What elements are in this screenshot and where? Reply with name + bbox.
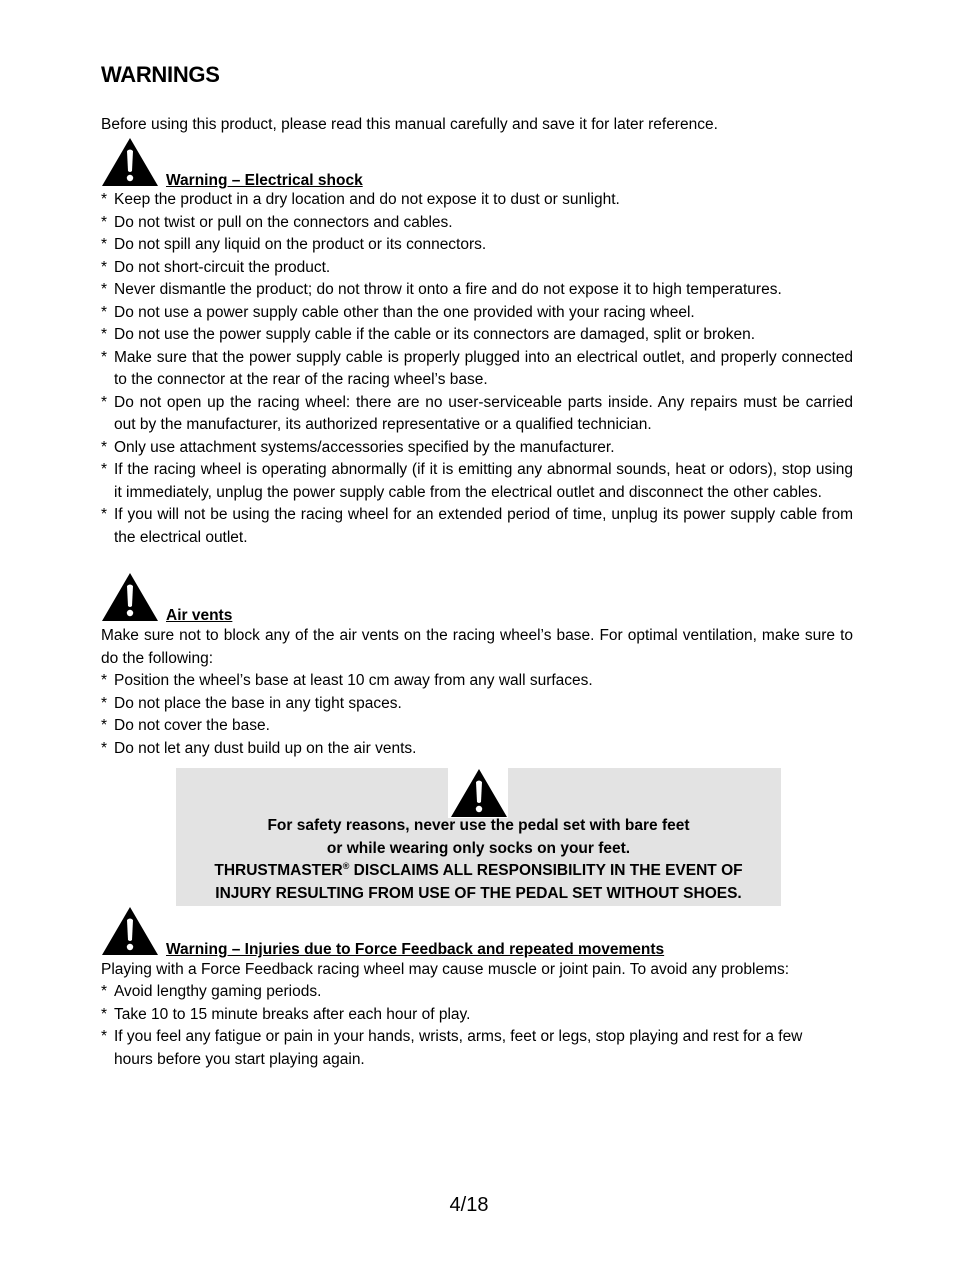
electrical-shock-heading — [101, 137, 861, 187]
force-feedback-intro: Playing with a Force Feedback racing wheel may cause muscle or joint pain. To avoid any problems: — [101, 961, 790, 978]
list-item: * Never dismantle the product; do not throw it onto a fire and do not expose it to high temperatures. — [101, 281, 782, 298]
registered-mark: ® — [342, 861, 350, 871]
list-item: * Position the wheel’s base at least 10 cm away from any wall surfaces. — [101, 672, 593, 689]
warning-triangle-icon — [101, 137, 159, 187]
list-item: * Do not short-circuit the product. — [101, 258, 331, 276]
air-vents-title: Air vents — [166, 607, 233, 624]
warning-triangle-icon — [101, 906, 159, 956]
warning-triangle-icon — [450, 768, 508, 818]
list-item: * Avoid lengthy gaming periods. — [101, 983, 322, 1000]
list-item: * Do not twist or pull on the connectors and cables. — [101, 213, 453, 231]
safety-notice-box — [176, 768, 781, 906]
list-item: * Only use attachment systems/accessories specified by the manufacturer. — [101, 438, 615, 456]
list-item: * Do not use a power supply cable other than the one provided with your racing wheel. — [101, 303, 695, 321]
list-item: * Do not place the base in any tight spaces. — [101, 694, 402, 712]
list-item: * Do not use the power supply cable if the cable or its connectors are damaged, split or broken. — [101, 326, 756, 343]
list-item: * Do not cover the base. — [101, 717, 270, 734]
safety-line-3: THRUSTMASTER® DISCLAIMS ALL RESPONSIBILITY IN THE EVENT OF — [214, 861, 743, 879]
list-item: * If you feel any fatigue or pain in your hands, wrists, arms, feet or legs, stop playing and rest for a few hours before you start playing again. — [101, 1028, 803, 1068]
list-item: * Do not open up the racing wheel: there are no user-serviceable parts inside. Any repairs must be carried out by the manufacturer, its authorized representative or a qualified technician. — [101, 393, 853, 433]
electrical-shock-title: Warning – Electrical shock — [166, 172, 363, 189]
air-vents-list — [101, 670, 853, 760]
force-feedback-title: Warning – Injuries due to Force Feedback and repeated movements — [166, 941, 665, 958]
force-feedback-list — [101, 981, 841, 1071]
brand-name: THRUSTMASTER — [214, 862, 343, 879]
warning-triangle-icon — [101, 572, 159, 622]
list-item: * Do not spill any liquid on the product or its connectors. — [101, 236, 487, 253]
air-vents-heading — [101, 572, 861, 622]
force-feedback-heading — [101, 906, 861, 956]
list-item: * If you will not be using the racing wheel for an extended period of time, unplug its power supply cable from the electrical outlet. — [101, 506, 853, 546]
list-item: * Take 10 to 15 minute breaks after each hour of play. — [101, 1005, 471, 1023]
air-vents-intro: Make sure not to block any of the air vents on the racing wheel’s base. For optimal ventilation, make sure to do the following: — [101, 627, 853, 667]
safety-line-4: INJURY RESULTING FROM USE OF THE PEDAL SET WITHOUT SHOES. — [215, 884, 742, 902]
list-item: * If the racing wheel is operating abnormally (if it is emitting any abnormal sounds, heat or odors), stop using it immediately, unplug the power supply cable from the electrical outlet and disconnect the other cables. — [101, 461, 853, 501]
page-title: WARNINGS — [101, 62, 220, 87]
electrical-shock-list — [101, 189, 853, 549]
page-number: 4/18 — [449, 1194, 489, 1216]
safety-notice-text — [176, 815, 781, 905]
list-item: * Make sure that the power supply cable is properly plugged into an electrical outlet, and properly connected to the connector at the rear of the racing wheel’s base. — [101, 348, 853, 388]
intro-text: Before using this product, please read this manual carefully and save it for later reference. — [101, 116, 718, 133]
safety-line-2: or while wearing only socks on your feet. — [326, 839, 631, 857]
safety-line-1: For safety reasons, never use the pedal set with bare feet — [267, 817, 690, 834]
list-item: * Keep the product in a dry location and do not expose it to dust or sunlight. — [101, 191, 620, 208]
list-item: * Do not let any dust build up on the air vents. — [101, 739, 417, 757]
